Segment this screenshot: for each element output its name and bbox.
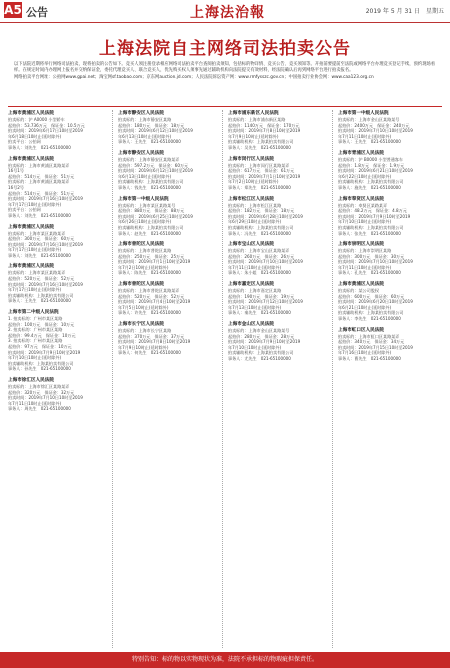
notice-line: 拍卖标的：奉贤区某路某弄: [338, 202, 388, 208]
court-name: 上海市黄浦区人民法院: [8, 224, 54, 230]
auction-notice: [338, 110, 440, 145]
notice-line: 拍卖辅助机构：上海某拍卖有限公司: [338, 179, 404, 185]
notice-line: 拍卖辅助机构：上海某拍卖有限公司: [118, 179, 184, 185]
court-name: 上海市松江区人民法院: [228, 196, 274, 202]
notice-line: 事务人：刘先生 021-65100000: [8, 212, 71, 218]
page-header: [0, 0, 450, 23]
notice-line: 起拍价：2400万元 保证金：240万元: [338, 122, 410, 128]
notice-line: 事务人：陈先生 021-65100000: [118, 270, 181, 276]
notice-line: 拍卖辅助机构：上海某拍卖有限公司: [118, 224, 184, 230]
auction-notice: [228, 110, 330, 151]
notice-line: 拍卖标的：某公司股权: [338, 288, 379, 294]
notice-line: 拍卖时间：2019年7月4日10时至2019: [118, 299, 191, 305]
notice-line: 年6月29日10时止(延时除外): [228, 219, 282, 225]
court-name: 上海市第二中级人民法院: [8, 310, 59, 316]
notice-line: 起拍价：53.736万元 保证金：10.5万元: [8, 122, 85, 128]
notice-line: 拍卖标的：上海市某区某路某弄: [8, 270, 66, 276]
court-name: 上海市黄浦区人民法院: [8, 264, 54, 270]
notice-line: 拍卖标的：上海市虹口区某路某弄: [338, 333, 400, 339]
notice-line: 年7月16日10时止(延时除外): [338, 350, 392, 356]
intro-text: [14, 62, 436, 81]
page-number: A5: [4, 3, 22, 17]
notice-line: 拍卖标的：上海市松江区某路: [228, 202, 282, 208]
notice-line: 事务人：何先生 021-65100000: [118, 350, 181, 356]
notice-line: 拍卖时间：2019年7月16日10时至2019: [8, 196, 83, 202]
notice-line: 事务人：尤先生 021-65100000: [228, 356, 291, 361]
court-name: 上海市闵行区人民法院: [228, 156, 274, 162]
auction-notice: [228, 321, 330, 362]
auction-notice: [8, 263, 110, 304]
court-name: 上海市第一中级人民法院: [118, 196, 169, 202]
court-name: 上海市普陀区人民法院: [118, 282, 164, 288]
auction-notice: [118, 110, 220, 145]
notice-line: 年7月10日10时止(延时除外): [8, 355, 62, 361]
auction-notice: [118, 150, 220, 191]
court-name: 上海市静安区人民法院: [118, 111, 164, 116]
notice-line: 事务人：曹先生 021-65100000: [338, 356, 401, 361]
court-name: 上海市静安区人民法院: [118, 150, 164, 156]
auction-notice: [8, 224, 110, 259]
auction-notice: [228, 196, 330, 237]
notice-line: 事务人：赵先生 021-65100000: [118, 230, 181, 236]
notice-line: 起拍价：97万元 保证金：10万元: [8, 344, 72, 349]
notice-line: 拍卖标的：上海市普陀区某路: [118, 248, 172, 254]
masthead: 上海法治報: [190, 5, 265, 21]
notice-line: 拍卖时间：2019年6月12日10时至2019: [118, 168, 193, 174]
notice-line: 事务人：刘先生 021-65100000: [8, 144, 71, 150]
auction-notice: [8, 110, 110, 151]
court-name: 上海市宝山区人民法院: [228, 242, 274, 248]
auction-notice: [338, 281, 440, 322]
notice-line: 起拍价：99.4万元 保证金：10万元: [8, 332, 76, 338]
notice-line: 拍卖时间：2019年7月1日10时至2019: [118, 259, 191, 265]
notice-line: 起拍价：250万元 保证金：25万元: [118, 253, 185, 259]
court-name: 上海市黄浦区人民法院: [8, 111, 54, 116]
notice-line: 年7月2日10时止(延时除外): [228, 179, 279, 185]
notice-line: 拍卖标的：上海市普陀区某路某弄: [118, 288, 180, 294]
notice-line: 起拍价：520万元 保证金：52万元: [8, 276, 75, 282]
court-name: 上海市青浦区人民法院: [338, 150, 384, 156]
notice-line: 事务人：王先生 021-65100000: [118, 139, 181, 145]
notice-line: 拍卖时间：2019年7月9日10时至2019: [228, 339, 301, 345]
notice-line: 拍卖标的：沪 B0000 小型普通客车: [338, 156, 403, 162]
notice-line: 拍卖时间：2019年7月8日10时至2019: [228, 128, 301, 134]
court-name: 上海市崇明区人民法院: [338, 242, 384, 248]
intro-websites: 网络拍卖平台网址：公拍网www.gpai.net；淘宝网sf.taobao.com；京东网auction.jd.com；人民法院诉讼资产网：www.rmfysszc.gov.cn；中国拍卖行业协会网：www.caa123.org.cn: [14, 74, 374, 80]
notice-line: 拍卖标的：上海市静安区某路: [118, 117, 172, 122]
notice-line: 年6月13日10时止(延时除外): [118, 133, 172, 139]
notice-line: 拍卖时间：2019年6月25日10时至2019: [118, 213, 193, 219]
notice-line: 年7月17日10时止(延时除外): [8, 287, 62, 293]
notice-line: 年7月10日10时止(延时除外): [228, 344, 282, 350]
notice-line: 事务人：钱先生 021-65100000: [118, 184, 181, 190]
notice-line: 事务人：刘先生 021-65100000: [8, 252, 71, 258]
notice-line: 事务人：周先生 021-65100000: [8, 406, 71, 412]
notice-line: 起拍价：370万元 保证金：37万元: [118, 333, 185, 339]
notice-line: 拍卖标的：上海市闵行区某路某弄: [228, 162, 290, 168]
notice-line: 事务人：张先生 021-65100000: [338, 230, 401, 236]
notice-line: 拍卖辅助机构：上海某拍卖有限公司: [8, 360, 74, 366]
notice-line: 16号2号: [8, 184, 25, 190]
notice-line: 拍卖时间：2019年7月9日10时至2019: [338, 213, 411, 219]
auction-notice: [338, 150, 440, 191]
notice-line: 起拍价：514万元 保证金：51万元: [8, 173, 75, 179]
notice-line: 起拍价：600万元 保证金：60万元: [338, 293, 405, 299]
notice-line: 年7月2日10时止(延时除外): [118, 264, 169, 270]
notice-column: [338, 110, 442, 648]
notice-line: 事务人：吴先生 021-65100000: [228, 144, 291, 150]
notice-line: 拍卖时间：2019年6月12日10时至2019: [118, 128, 193, 134]
notice-line: 拍卖时间：2019年7月10日10时至2019: [338, 259, 413, 265]
court-name: 上海市嘉定区人民法院: [228, 282, 274, 288]
notice-line: 起拍价：182万元 保证金：18万元: [228, 208, 295, 214]
notice-line: 拍卖辅助机构：上海某拍卖有限公司: [338, 224, 404, 230]
notice-line: 起拍价：180万元 保证金：18万元: [118, 122, 185, 128]
court-name: 上海市浦东新区人民法院: [228, 111, 279, 116]
notice-line: 拍卖时间：2019年6月21日10时至2019: [338, 168, 413, 174]
court-name: 上海市黄浦区人民法院: [338, 282, 384, 288]
notice-line: 16号1号: [8, 168, 25, 174]
notice-line: 拍卖辅助机构：上海某拍卖有限公司: [228, 224, 294, 230]
auction-notice: [228, 241, 330, 276]
notice-line: 拍卖标的：上海市浦东新区某路: [228, 117, 286, 122]
auction-notice: [228, 156, 330, 191]
court-name: 上海市普陀区人民法院: [118, 242, 164, 248]
notice-line: 拍卖标的：沪 A0000 小型轿车: [8, 117, 65, 122]
notice-line: 事务人：孙先生 021-65100000: [8, 366, 71, 372]
auction-notice: [118, 196, 220, 237]
notice-line: 事务人：王先生 021-65100000: [8, 298, 71, 304]
auction-notice: [8, 377, 110, 412]
footer-notice: 特别告知：标的物以实物现状为准，法院不承担标的物瑕疵担保责任。: [0, 652, 450, 668]
notice-line: 拍卖时间：2019年6月20日10时至2019: [338, 299, 413, 305]
auction-notice: [338, 327, 440, 362]
notice-line: 年6月13日10时止(延时除外): [118, 173, 172, 179]
intro-paragraph: 以下法院近期将举行网络司法拍卖，现将拍卖的公告如下。竞买人须注册登录相应网络司法拍卖平台查阅拍卖须知，包括标的物详情、竞买公告、竞买须知等。开拍前要提前至法院或网络平台办理竞买登记手续，预约现场看样。在规定时间内办理网上报名并交纳保证金，委托代理竞买人、联合竞买人，优先购买权人须事先通过辅助机构向法院提交有效材料，经法院确认后再到网络平台进行拍卖报名。: [14, 62, 436, 74]
court-name: 上海市虹口区人民法院: [338, 327, 384, 333]
notice-line: 年7月11日10时止(延时除外): [8, 400, 62, 406]
notice-line: 年7月11日10时止(延时除外): [338, 133, 392, 139]
notice-line: 起拍价：597.2万元 保证金：60万元: [118, 162, 189, 168]
notice-line: 拍卖标的：上海市金山区某路某号: [338, 117, 400, 122]
notice-line: 起拍价：1140万元 保证金：170万元: [228, 122, 300, 128]
notice-line: 事务人：郑先生 021-65100000: [228, 184, 291, 190]
auction-notice: [118, 281, 220, 316]
notice-line: 年7月11日10时止(延时除外): [338, 264, 392, 270]
auction-notice: [8, 156, 110, 219]
court-name: 上海市第一中级人民法院: [338, 111, 389, 116]
auction-notice: [118, 241, 220, 276]
notice-line: 年7月17日10时止(延时除外): [8, 201, 62, 207]
notice-line: 拍卖平台：公拍网: [8, 139, 41, 145]
notice-line: 拍卖辅助机构：上海某拍卖有限公司: [338, 310, 404, 316]
dateline: 2019 年 5 月 31 日 星期五: [365, 8, 444, 15]
notice-line: 拍卖时间：2019年6月17日10时至2019: [8, 128, 83, 134]
auction-notice: [338, 196, 440, 237]
notice-line: 事务人：许先生 021-65100000: [118, 310, 181, 316]
notice-line: 事务人：朱小姐 021-65100000: [228, 270, 291, 276]
section-label: 公告: [26, 6, 48, 19]
notice-line: 拍卖标的：上海市崇明区某路: [338, 248, 392, 254]
notice-line: 拍卖时间：2019年7月1日10时至2019: [228, 173, 301, 179]
notice-columns: [8, 110, 442, 648]
notice-line: 事务人：秦先生 021-65100000: [228, 310, 291, 316]
notice-line: 拍卖时间：2019年6月28日10时至2019: [228, 213, 303, 219]
notice-line: 事务人：王先生 021-65100000: [338, 139, 401, 145]
notice-line: 起拍价：260万元 保证金：26万元: [228, 253, 295, 259]
notice-line: 拍卖时间：2019年7月16日10时至2019: [8, 281, 83, 287]
notice-line: 起拍价：617万元 保证金：61万元: [228, 168, 295, 174]
notice-line: 年7月5日10时止(延时除外): [118, 304, 169, 310]
notice-column: [118, 110, 223, 648]
notice-line: 事务人：冯先生 021-65100000: [228, 230, 291, 236]
notice-line: 起拍价：514万元 保证金：51万元: [8, 190, 75, 196]
notice-line: 年7月9日10时止(延时除外): [228, 133, 279, 139]
auction-notice: [228, 281, 330, 316]
notice-line: 拍卖辅助机构：上海某拍卖有限公司: [228, 139, 294, 145]
court-name: 上海市徐汇区人民法院: [8, 377, 54, 383]
notice-line: 起拍价：340万元 保证金：34万元: [338, 339, 405, 345]
notice-line: 年6月22日10时止(延时除外): [338, 173, 392, 179]
auction-notice: [118, 321, 220, 356]
court-name: 上海市长宁区人民法院: [118, 322, 164, 328]
court-name: 上海市奉贤区人民法院: [338, 196, 384, 202]
notice-line: 年6月21日10时止(延时除外): [338, 304, 392, 310]
notice-line: 拍卖标的：上海市静安区某路某弄: [118, 156, 180, 162]
notice-line: 1. 拍卖标的：广州市某区某路: [8, 316, 63, 322]
notice-line: 拍卖标的：上海市长宁区某路: [118, 328, 172, 334]
notice-line: 拍卖标的：上海市嘉定区某路: [228, 288, 282, 294]
court-name: 上海市黄浦区人民法院: [8, 156, 54, 162]
notice-line: 2. 拍卖标的：广州市某区某路: [8, 327, 63, 333]
notice-line: 年7月11日10时止(延时除外): [228, 264, 282, 270]
notice-line: 拍卖标的：上海市黄浦区某路某弄: [8, 162, 70, 168]
notice-line: 拍卖时间：2019年7月16日10时至2019: [8, 241, 83, 247]
notice-line: 起拍价：880万元 保证金：88万元: [118, 208, 185, 214]
notice-line: 拍卖时间：2019年7月8日10时至2019: [118, 339, 191, 345]
notice-line: 拍卖标的：上海市某区某路某号: [118, 202, 176, 208]
notice-line: 起拍价：190万元 保证金：19万元: [228, 293, 295, 299]
notice-line: 起拍价：320万元 保证金：32万元: [8, 389, 75, 395]
auction-notice: [8, 309, 110, 372]
notice-line: 年7月10日10时止(延时除外): [338, 219, 392, 225]
notice-line: 事务人：孔先生 021-65100000: [338, 270, 401, 276]
notice-line: 起拍价：100万元 保证金：10万元: [8, 321, 75, 327]
notice-line: 拍卖时间：2019年7月10日10时至2019: [8, 395, 83, 401]
notice-column: [228, 110, 333, 648]
notice-line: 拍卖平台：公拍网: [8, 207, 41, 213]
notice-line: 拍卖时间：2019年7月10日10时至2019: [228, 259, 303, 265]
notice-line: 事务人：施先生 021-65100000: [338, 184, 401, 190]
notice-line: 年6月26日10时止(延时除外): [118, 219, 172, 225]
court-name: 上海市金山区人民法院: [228, 322, 274, 328]
notice-line: 年7月9日10时止(延时除外): [118, 344, 169, 350]
notice-line: 3. 拍卖标的：广州市某区某路: [8, 338, 63, 344]
notice-line: 拍卖标的：上海市金山区某路某号: [228, 328, 290, 334]
page-title: 上海法院自主网络司法拍卖公告: [99, 39, 351, 59]
notice-line: 拍卖辅助机构：上海某拍卖有限公司: [228, 350, 294, 356]
notice-line: 起拍价：520万元 保证金：52万元: [118, 293, 185, 299]
notice-line: 拍卖时间：2019年7月10日10时至2019: [338, 128, 413, 134]
notice-line: 年6月18日10时止(延时除外): [8, 133, 62, 139]
notice-line: 拍卖时间：2019年7月9日10时至2019: [8, 349, 81, 355]
notice-line: 拍卖时间：2019年7月15日10时至2019: [338, 344, 413, 350]
notice-line: 起拍价：1.8万元 保证金：1.9万元: [338, 162, 405, 168]
notice-line: 拍卖标的：上海市某区某路某弄: [8, 230, 66, 236]
notice-line: 年7月13日10时止(延时除外): [228, 304, 282, 310]
notice-line: 拍卖时间：2019年7月12日10时至2019: [228, 299, 303, 305]
auction-notice: [338, 241, 440, 276]
divider: [8, 106, 442, 107]
notice-line: 起拍价：300万元 保证金：60万元: [8, 236, 75, 242]
notice-line: 起拍价：48.2万元 保证金：4.8万元: [338, 208, 407, 214]
notice-column: [8, 110, 113, 648]
notice-line: 拍卖标的：上海市宝山区某路某弄: [228, 248, 290, 254]
notice-line: 年7月17日10时止(延时除外): [8, 247, 62, 253]
notice-line: 起拍价：280万元 保证金：28万元: [228, 333, 295, 339]
notice-line: 起拍价：300万元 保证金：30万元: [338, 253, 405, 259]
notice-line: 拍卖标的：上海市徐汇区某路某弄: [8, 383, 70, 389]
notice-line: 拍卖标的：上海市黄浦区某路某弄: [8, 179, 70, 185]
notice-line: 事务人：李先生 021-65100000: [338, 316, 401, 322]
notice-line: 拍卖辅助机构：上海某拍卖有限公司: [8, 292, 74, 298]
